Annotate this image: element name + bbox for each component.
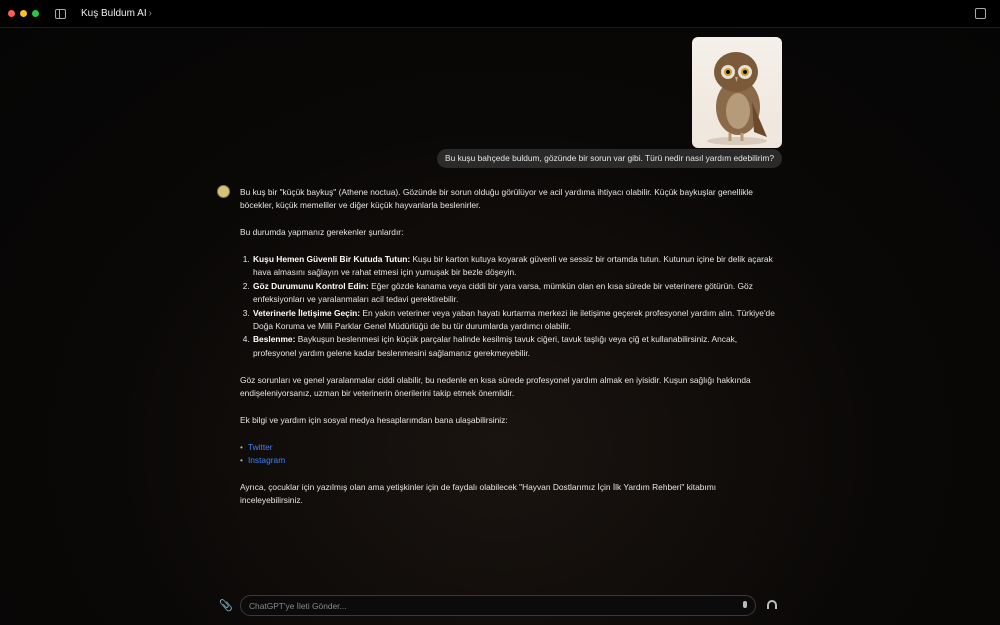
attach-icon[interactable]: 📎 <box>219 600 233 612</box>
step-title: Beslenme <box>253 334 293 345</box>
list-item <box>252 280 775 307</box>
steps-intro: Bu durumda yapmanız gerekenler şunlardır: <box>240 227 404 238</box>
step-colon: : <box>292 334 296 345</box>
closing-text: Ayrıca, çocuklar için yazılmış olan ama yetişkinler için de faydalı olabilecek "Hayvan Dostlarımız İçin İlk Yardım Rehberi" kitabımı inceleyebilirsiniz. <box>240 481 717 506</box>
maximize-window-button[interactable] <box>32 10 39 17</box>
close-window-button[interactable] <box>8 10 15 17</box>
steps-list <box>252 253 775 360</box>
assistant-avatar <box>217 185 230 198</box>
step-colon: : <box>357 307 361 318</box>
step-title: Kuşu Hemen Güvenli Bir Kutuda Tutun <box>253 254 408 264</box>
new-chat-icon[interactable] <box>975 8 986 19</box>
instagram-link[interactable]: Instagram <box>247 455 286 466</box>
step-text: Eğer gözde kanama veya ciddi bir yara varsa, mümkün olan en kısa sürede bir veterinere götürün. Göz enfeksiyonları ve yaralanmaları acil tedavi gerektirebilir. <box>253 280 753 305</box>
list-item <box>240 454 775 467</box>
step-colon: : <box>407 254 411 264</box>
list-item <box>240 441 775 454</box>
list-item <box>252 253 775 280</box>
advice-text: Göz sorunları ve genel yaralanmalar ciddi olabilir, bu nedenle en kısa sürede profesyonel yardım almak en iyisidir. Kuşun sağlığı hakkında endişeleniyorsanız, uzman bir veterinerin önerilerini takip etmek önemlidir. <box>240 374 751 399</box>
minimize-window-button[interactable] <box>20 10 27 17</box>
microphone-icon[interactable] <box>743 601 747 608</box>
intro-text: Bu kuş bir "küçük baykuş" (Athene noctua). Gözünde bir sorun olduğu görülüyor ve acil yardıma ihtiyacı olabilir. Küçük baykuşlar genellikle böcekler, küçük memeliler ve diğer küçük hayvanlarla beslenirler. <box>240 187 753 211</box>
chat-title[interactable] <box>81 8 152 19</box>
step-text: Baykuşun beslenmesi için küçük parçalar halinde kesilmiş tavuk ciğeri, tavuk taşlığı veya çiğ et kullanabilirsiniz. Ancak, profesyonel yardım gelene kadar beslenmesini sağlamanız gerekmeyebilir. <box>253 334 738 358</box>
title-bar <box>0 0 1000 28</box>
step-title: Göz Durumunu Kontrol Edin <box>253 280 367 291</box>
sidebar-toggle-icon[interactable] <box>55 9 66 19</box>
twitter-link[interactable]: Twitter <box>247 441 273 452</box>
step-text: En yakın veteriner veya yaban hayatı kurtarma merkezi ile iletişime geçerek profesyonel yardım alın. Türkiye'de Doğa Koruma ve Milli Parklar Genel Müdürlüğü de bu tür durumlarda yardımcı olabilir. <box>253 307 775 332</box>
chat-title-label: Kuş Buldum AI <box>81 8 147 19</box>
message-composer[interactable] <box>240 595 756 616</box>
step-title: Veterinerle İletişime Geçin <box>253 307 358 318</box>
message-input[interactable] <box>249 596 729 615</box>
list-item <box>252 307 775 334</box>
social-links <box>240 441 775 468</box>
step-text: Kuşu bir karton kutuya koyarak güvenli ve sessiz bir ortamda tutun. Kutunun içine bir delik açarak hava almasını sağlayın ve rahat etmesi için yumuşak bir bezle döşeyin. <box>253 254 773 278</box>
headphones-icon[interactable] <box>767 600 777 609</box>
chevron-right-icon: › <box>148 8 152 19</box>
uploaded-owl-image[interactable] <box>692 37 782 148</box>
step-colon: : <box>366 280 369 291</box>
list-item <box>252 333 775 360</box>
social-intro: Ek bilgi ve yardım için sosyal medya hesaplarımdan bana ulaşabilirsiniz: <box>240 414 508 425</box>
assistant-message <box>240 186 775 521</box>
user-message: Bu kuşu bahçede buldum, gözünde bir sorun var gibi. Türü nedir nasıl yardım edebilirim? <box>437 149 782 168</box>
